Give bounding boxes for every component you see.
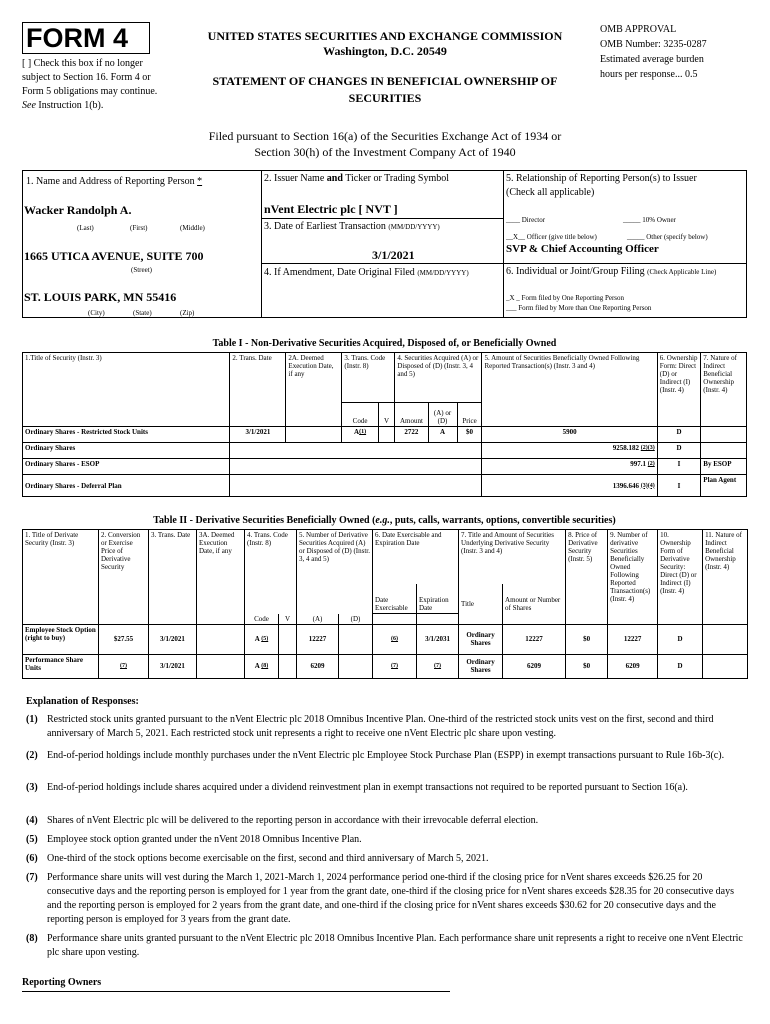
t1-r0-date: 3/1/2021 — [230, 427, 286, 443]
t1-h-acquired: 4. Securities Acquired (A) or Disposed of (D) (Instr. 3, 4 and 5) — [395, 353, 482, 403]
t1-r0-code-fn[interactable]: (1) — [359, 429, 367, 435]
t2-h-deemed: 3A. Deemed Execution Date, if any — [197, 530, 245, 625]
t1-h-aord: (A) or (D) — [428, 403, 457, 427]
t1-h-date: 2. Trans. Date — [230, 353, 286, 427]
reporting-person-name: Wacker Randolph A. — [24, 203, 132, 217]
officer-title: SVP & Chief Accounting Officer — [506, 243, 659, 255]
agency-name: UNITED STATES SECURITIES AND EXCHANGE COMMISSION — [207, 29, 563, 43]
t1-r1-form: D — [657, 443, 701, 459]
t2-h-a: (A) — [297, 614, 339, 625]
t2-r1-date: 3/1/2021 — [149, 654, 197, 678]
t2-h-exercisable: 6. Date Exercisable and Expiration Date — [373, 530, 459, 584]
filing-more-persons: ___ Form filed by More than One Reporting Person — [506, 304, 652, 312]
footnote: (7) Performance share units will vest during the March 1, 2021-March 1, 2024 performance period one-third if the closing price for nVent shares exceeds $26.25 for 20 consecutive days and the reporting person is employed for 1 year from the grant date, one-third if the closing price for nVent shares exceeds $28.35 for 20 consecutive days and the reporting person is employed for 2 years from the grant date, and one-third if the closing price for nVent shares exceeds $30.62 for 20 consecutive days and the reporting person is employed for 3 years from the grant date. — [26, 872, 735, 925]
t2-r1-price-fn[interactable]: (7) — [120, 663, 127, 669]
t2-r0-a: 12227 — [297, 624, 339, 654]
box1-label: 1. Name and Address of Reporting Person * — [26, 176, 203, 187]
t1-r0-v — [378, 427, 395, 443]
t1-h-code-sub: Code — [342, 403, 378, 427]
t2-r1-v — [279, 654, 297, 678]
table1-title: Table I - Non-Derivative Securities Acquired, Disposed of, or Beneficially Owned — [212, 338, 557, 349]
t2-h-form: 10. Ownership Form of Derivative Security: Direct (D) or Indirect (I) (Instr. 4) — [658, 530, 703, 625]
t1-r0-code: $A^{(1)}$ — [342, 427, 378, 443]
t2-r0-nature — [703, 624, 748, 654]
omb-burden: Estimated average burden — [600, 54, 704, 65]
t2-r1-deemed — [197, 654, 245, 678]
t1-r0-price: $0 — [457, 427, 482, 443]
t2-r1-price — [99, 654, 149, 678]
label-street: (Street) — [131, 266, 152, 274]
t1-r0-owned: 5900 — [482, 427, 657, 443]
t2-h-d: (D) — [339, 614, 373, 625]
t2-h-number: 5. Number of Derivative Securities Acquired (A) or Disposed of (D) (Instr. 3, 4 and 5) — [297, 530, 373, 614]
footnote: (1) Restricted stock units granted pursuant to the nVent Electric plc 2018 Omnibus Incentive Plan. One-third of the restricted stock units vest on the first, second and third anniversary of March 5, 2021. Each restricted stock unit represents a right to receive one nVent Electric plc share upon vesting. — [26, 714, 714, 739]
t2-r0-amt: 12227 — [503, 624, 566, 654]
t1-r0-title: Ordinary Shares - Restricted Stock Units — [23, 427, 230, 443]
label-last: (Last) — [77, 224, 94, 232]
t2-r1-amt: 6209 — [503, 654, 566, 678]
omb-hours: hours per response... 0.5 — [600, 69, 698, 80]
omb-box — [600, 22, 760, 82]
t2-h-owned: 9. Number of derivative Securities Beneficially Owned Following Reported Transaction(s) (Instr. 4) — [608, 530, 658, 625]
t1-r3-nature: Plan Agent — [701, 475, 747, 497]
t1-r0-form: D — [657, 427, 701, 443]
city-state-zip: ST. LOUIS PARK, MN 55416 — [24, 290, 177, 304]
t1-r2-empty — [230, 459, 482, 475]
director-option: ____ Director — [506, 216, 546, 224]
t1-r2-owned-fn[interactable]: (2) — [647, 461, 655, 467]
t2-r0-v — [279, 624, 297, 654]
other-option: _____ Other (specify below) — [627, 233, 708, 241]
t1-r2-form: I — [657, 459, 701, 475]
t1-r1-title: Ordinary Shares — [23, 443, 230, 459]
t2-r0-owned: 12227 — [608, 624, 658, 654]
t1-h-code: 3. Trans. Code (Instr. 8) — [342, 353, 395, 403]
box2-label: 2. Issuer Name and Ticker or Trading Symbol — [264, 173, 450, 184]
reporting-owners-rule — [22, 991, 450, 992]
t2-r0-date: 3/1/2021 — [149, 624, 197, 654]
t1-r2-title: Ordinary Shares - ESOP — [23, 459, 230, 475]
t2-h-utitle: Title — [459, 584, 503, 625]
t1-r0-deemed — [286, 427, 342, 443]
agency-city: Washington, D.C. 20549 — [323, 44, 447, 58]
t1-h-price: Price — [457, 403, 482, 427]
table-row — [23, 443, 747, 459]
label-state: (State) — [133, 309, 152, 317]
t2-r1-nature — [703, 654, 748, 678]
table-row — [23, 624, 748, 654]
t2-h-title: 1. Title of Derivate Security (Instr. 3) — [23, 530, 99, 625]
grid-line-v2 — [503, 170, 504, 318]
footnote: (5) Employee stock option granted under the nVent 2018 Omnibus Incentive Plan. — [26, 834, 362, 845]
t1-r2-nature: By ESOP — [701, 459, 747, 475]
t2-h-date-ex: Date Exercisable — [373, 584, 417, 614]
check-box-text: [ ] Check this box if no longer subject to Section 16. Form 4 or Form 5 obligations may continue. See Instruction 1(b). — [22, 58, 158, 111]
box5-sub: (Check all applicable) — [506, 187, 595, 198]
t2-r0-deemed — [197, 624, 245, 654]
footnote: (4) Shares of nVent Electric plc will be delivered to the reporting person in accordance with their irrevocable deferral election. — [26, 815, 539, 826]
table-row — [23, 459, 747, 475]
t2-r1-d — [339, 654, 373, 678]
t1-r0-nature — [701, 427, 747, 443]
t2-h-underlying: 7. Title and Amount of Securities Underlying Derivative Security (Instr. 3 and 4) — [459, 530, 566, 584]
t2-r1-ex — [373, 654, 417, 678]
table-row — [23, 475, 747, 497]
grid-line-v1 — [261, 170, 262, 318]
t2-h-date: 3. Trans. Date — [149, 530, 197, 625]
t2-r0-price: $27.55 — [99, 624, 149, 654]
grid-line-h2 — [261, 263, 747, 264]
box6-label: 6. Individual or Joint/Group Filing (Check Applicable Line) — [506, 266, 717, 277]
t1-r1-owned: 9258.182 $^{(2)(3)}$ — [482, 443, 657, 459]
t2-h-exp: Expiration Date — [417, 584, 459, 614]
t2-h-code-sub: Code — [245, 614, 279, 625]
t2-r0-code: A $^{(5)}$ — [245, 624, 279, 654]
t2-r0-ex-fn[interactable]: (6) — [391, 636, 399, 642]
t2-r1-p8: $0 — [566, 654, 608, 678]
label-first: (First) — [130, 224, 148, 232]
t1-r3-title: Ordinary Shares - Deferral Plan — [23, 475, 230, 497]
t2-r1-title: Performance Share Units — [23, 654, 99, 678]
t1-r3-owned-fn[interactable]: (3)(4) — [640, 482, 655, 489]
t2-r0-title: Employee Stock Option (right to buy) — [23, 624, 99, 654]
grid-line-h1 — [261, 218, 503, 219]
label-middle: (Middle) — [180, 224, 205, 232]
t2-h-nature: 11. Nature of Indirect Beneficial Ownership (Instr. 4) — [703, 530, 748, 625]
box5-label: 5. Relationship of Reporting Person(s) to Issuer — [506, 173, 697, 184]
t1-h-owned: 5. Amount of Securities Beneficially Owned Following Reported Transaction(s) (Instr. 3 and 4) — [482, 353, 657, 427]
issuer-name: nVent Electric plc [ NVT ] — [264, 202, 398, 216]
t1-r3-owned: 1396.646 $^{(3)(4)}$ — [482, 475, 657, 497]
t2-h-blank1 — [373, 614, 417, 625]
t1-h-nature: 7. Nature of Indirect Beneficial Ownership (Instr. 4) — [701, 353, 747, 427]
t2-h-code: 4. Trans. Code (Instr. 8) — [245, 530, 297, 614]
t2-r1-owned: 6209 — [608, 654, 658, 678]
t2-r0-code-fn[interactable]: (5) — [261, 636, 269, 642]
explanation-heading: Explanation of Responses: — [26, 696, 139, 707]
ten-percent-option: _____ 10% Owner — [623, 216, 676, 224]
t1-r1-nature — [701, 443, 747, 459]
table1 — [22, 352, 747, 497]
reporting-owners-heading: Reporting Owners — [22, 977, 102, 988]
t2-h-p8: 8. Price of Derivative Security (Instr. 5) — [566, 530, 608, 625]
t2-h-blank2 — [417, 614, 459, 625]
box4-label: 4. If Amendment, Date Original Filed (MM/DD/YYYY) — [264, 267, 469, 278]
t2-r1-a: 6209 — [297, 654, 339, 678]
form-title: FORM 4 — [26, 23, 129, 53]
table2-title: Table II - Derivative Securities Beneficially Owned (e.g., puts, calls, warrants, options, convertible securities) — [153, 515, 616, 526]
t1-h-title: 1.Title of Security (Instr. 3) — [23, 353, 230, 427]
table-row — [23, 427, 747, 443]
filed-pursuant-line-2: Section 30(h) of the Investment Company Act of 1940 — [254, 145, 516, 159]
footnote: (3) End-of-period holdings include shares acquired under a dividend reinvestment plan in exempt transactions not required to be reported pursuant to Section 16(a). — [26, 782, 688, 793]
box3-label: 3. Date of Earliest Transaction (MM/DD/YYYY) — [264, 221, 440, 232]
t2-h-amt: Amount or Number of Shares — [503, 584, 566, 625]
officer-option: __X__ Officer (give title below) — [506, 233, 597, 241]
t1-r0-ad: A — [428, 427, 457, 443]
t1-h-v: V — [378, 403, 395, 427]
t1-h-form: 6. Ownership Form: Direct (D) or Indirect (I) (Instr. 4) — [657, 353, 701, 427]
earliest-transaction-date: 3/1/2021 — [372, 248, 415, 262]
t2-r1-code: A $^{(8)}$ — [245, 654, 279, 678]
t1-h-deemed: 2A. Deemed Execution Date, if any — [286, 353, 342, 427]
omb-number: OMB Number: 3235-0287 — [600, 39, 707, 50]
label-city: (City) — [88, 309, 105, 317]
label-zip: (Zip) — [180, 309, 195, 317]
street-address: 1665 UTICA AVENUE, SUITE 700 — [24, 249, 204, 263]
table2 — [22, 529, 748, 679]
t2-h-v: V — [279, 614, 297, 625]
t2-r0-ex — [373, 624, 417, 654]
t2-r0-under: Ordinary Shares — [459, 624, 503, 654]
footnote: (6) One-third of the stock options become exercisable on the first, second and third anniversary of March 5, 2021. — [26, 853, 489, 864]
footnote: (8) Performance share units granted pursuant to the nVent Electric plc 2018 Omnibus Incentive Plan. Each performance share unit represents a right to receive one nVent Electric plc share upon vesting. — [26, 933, 743, 958]
t1-r1-empty — [230, 443, 482, 459]
statement-title: STATEMENT OF CHANGES IN BENEFICIAL OWNERSHIP OF SECURITIES — [212, 74, 558, 105]
t2-h-price: 2. Conversion or Exercise Price of Derivative Security — [99, 530, 149, 625]
t1-h-amount: Amount — [395, 403, 428, 427]
t1-r2-owned: 997.1 $^{(2)}$ — [482, 459, 657, 475]
t1-r0-amount: 2722 — [395, 427, 428, 443]
omb-title: OMB APPROVAL — [600, 24, 677, 35]
t2-r1-form: D — [658, 654, 703, 678]
footnote: (2) End-of-period holdings include monthly purchases under the nVent Electric plc Employee Stock Purchase Plan (ESPP) in exempt transactions pursuant to Rule 16b-3(c). — [26, 750, 725, 761]
t2-r1-ex-fn[interactable]: (7) — [391, 663, 399, 669]
t2-r1-code-fn[interactable]: (8) — [261, 663, 269, 669]
filed-pursuant-line-1: Filed pursuant to Section 16(a) of the Securities Exchange Act of 1934 or — [208, 129, 562, 143]
t1-r3-empty — [230, 475, 482, 497]
t2-r1-exp — [417, 654, 459, 678]
t1-r3-form: I — [657, 475, 701, 497]
t2-r0-p8: $0 — [566, 624, 608, 654]
t2-r0-form: D — [658, 624, 703, 654]
table-row — [23, 654, 748, 678]
t2-r0-d — [339, 624, 373, 654]
t2-r1-under: Ordinary Shares — [459, 654, 503, 678]
t2-r0-exp: 3/1/2031 — [417, 624, 459, 654]
t1-r1-owned-fn[interactable]: (2)(3) — [640, 445, 655, 451]
filing-one-person: _X _ Form filed by One Reporting Person — [506, 294, 625, 302]
t2-r1-exp-fn[interactable]: (7) — [434, 663, 442, 669]
